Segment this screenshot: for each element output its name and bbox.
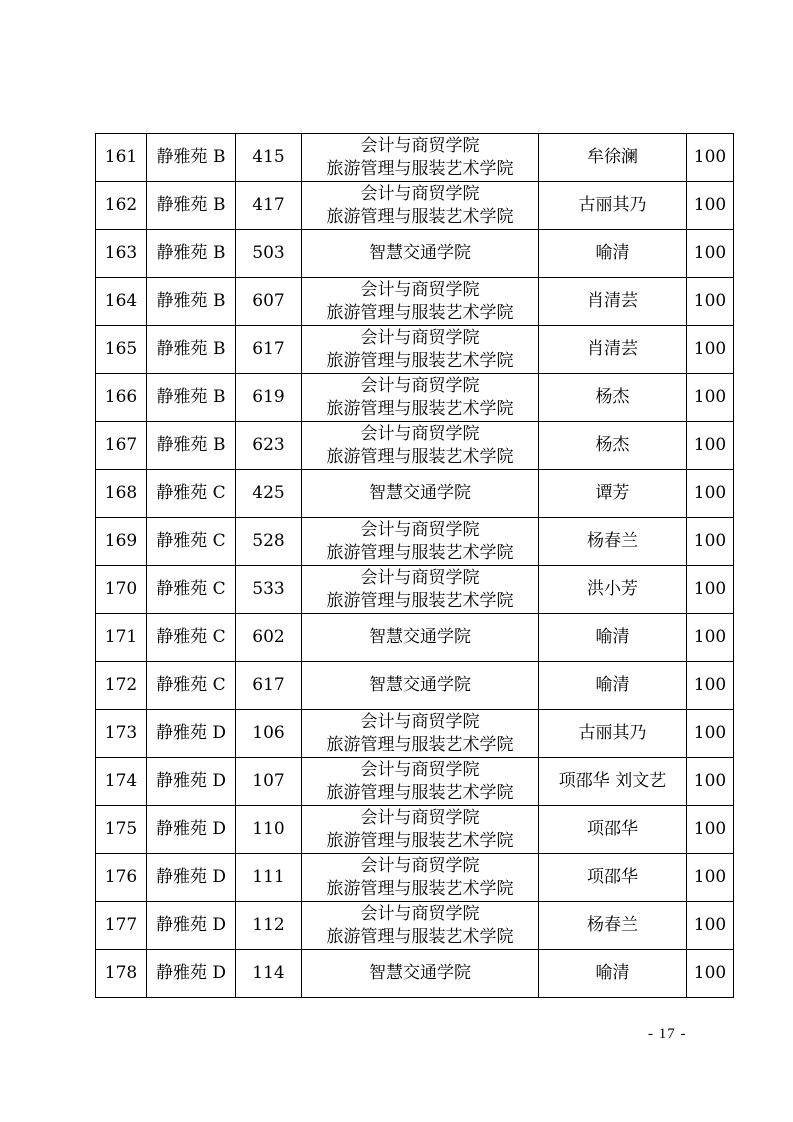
college-cell bbox=[302, 326, 539, 374]
room-cell: 623 bbox=[236, 422, 302, 470]
college-cell bbox=[302, 566, 539, 614]
college-cell bbox=[302, 854, 539, 902]
room-cell: 617 bbox=[236, 326, 302, 374]
college-cell bbox=[302, 230, 539, 278]
college-line: 会计与商贸学院 bbox=[360, 519, 480, 540]
counselor-cell: 牟徐澜 bbox=[539, 134, 687, 182]
room-cell: 617 bbox=[236, 662, 302, 710]
college-line: 会计与商贸学院 bbox=[360, 375, 480, 396]
building-cell: 静雅苑 B bbox=[147, 134, 236, 182]
college-line: 旅游管理与服装艺术学院 bbox=[326, 206, 514, 227]
college-line: 旅游管理与服装艺术学院 bbox=[326, 302, 514, 323]
college-line: 旅游管理与服装艺术学院 bbox=[326, 878, 514, 899]
college-line: 会计与商贸学院 bbox=[360, 759, 480, 780]
college-line: 旅游管理与服装艺术学院 bbox=[326, 926, 514, 947]
row-number-cell: 168 bbox=[96, 470, 147, 518]
college-cell bbox=[302, 758, 539, 806]
room-cell: 602 bbox=[236, 614, 302, 662]
room-cell: 533 bbox=[236, 566, 302, 614]
table-row bbox=[96, 182, 734, 230]
room-cell: 112 bbox=[236, 902, 302, 950]
college-line: 智慧交通学院 bbox=[369, 675, 471, 695]
college-line: 会计与商贸学院 bbox=[360, 567, 480, 588]
college-line: 旅游管理与服装艺术学院 bbox=[326, 446, 514, 467]
row-number-cell: 167 bbox=[96, 422, 147, 470]
table-row bbox=[96, 230, 734, 278]
building-cell: 静雅苑 D bbox=[147, 710, 236, 758]
building-cell: 静雅苑 C bbox=[147, 566, 236, 614]
building-cell: 静雅苑 C bbox=[147, 518, 236, 566]
room-cell: 619 bbox=[236, 374, 302, 422]
score-cell: 100 bbox=[687, 470, 734, 518]
table-body bbox=[96, 134, 734, 998]
page-number: - 17 - bbox=[648, 1026, 687, 1042]
score-cell: 100 bbox=[687, 374, 734, 422]
row-number-cell: 163 bbox=[96, 230, 147, 278]
college-line: 旅游管理与服装艺术学院 bbox=[326, 734, 514, 755]
building-cell: 静雅苑 B bbox=[147, 278, 236, 326]
row-number-cell: 171 bbox=[96, 614, 147, 662]
college-cell bbox=[302, 806, 539, 854]
college-line: 会计与商贸学院 bbox=[360, 183, 480, 204]
counselor-cell: 喻清 bbox=[539, 662, 687, 710]
row-number-cell: 170 bbox=[96, 566, 147, 614]
building-cell: 静雅苑 B bbox=[147, 326, 236, 374]
table-row bbox=[96, 662, 734, 710]
counselor-cell: 喻清 bbox=[539, 950, 687, 998]
row-number-cell: 166 bbox=[96, 374, 147, 422]
room-cell: 503 bbox=[236, 230, 302, 278]
college-line: 旅游管理与服装艺术学院 bbox=[326, 542, 514, 563]
counselor-cell: 杨杰 bbox=[539, 422, 687, 470]
room-cell: 114 bbox=[236, 950, 302, 998]
building-cell: 静雅苑 C bbox=[147, 614, 236, 662]
table-row bbox=[96, 518, 734, 566]
score-cell: 100 bbox=[687, 566, 734, 614]
college-line: 旅游管理与服装艺术学院 bbox=[326, 398, 514, 419]
table-row bbox=[96, 902, 734, 950]
college-line: 旅游管理与服装艺术学院 bbox=[326, 590, 514, 611]
college-cell bbox=[302, 518, 539, 566]
college-cell bbox=[302, 182, 539, 230]
table-row bbox=[96, 326, 734, 374]
college-line: 智慧交通学院 bbox=[369, 963, 471, 983]
college-line: 旅游管理与服装艺术学院 bbox=[326, 350, 514, 371]
counselor-cell: 项邵华 bbox=[539, 854, 687, 902]
table-row bbox=[96, 374, 734, 422]
college-line: 会计与商贸学院 bbox=[360, 807, 480, 828]
score-cell: 100 bbox=[687, 182, 734, 230]
building-cell: 静雅苑 B bbox=[147, 422, 236, 470]
counselor-cell: 项邵华 刘文艺 bbox=[539, 758, 687, 806]
room-cell: 425 bbox=[236, 470, 302, 518]
row-number-cell: 161 bbox=[96, 134, 147, 182]
table-row bbox=[96, 134, 734, 182]
row-number-cell: 174 bbox=[96, 758, 147, 806]
college-line: 会计与商贸学院 bbox=[360, 423, 480, 444]
building-cell: 静雅苑 C bbox=[147, 662, 236, 710]
table-row bbox=[96, 806, 734, 854]
college-cell bbox=[302, 710, 539, 758]
table-row bbox=[96, 422, 734, 470]
college-line: 会计与商贸学院 bbox=[360, 903, 480, 924]
room-cell: 607 bbox=[236, 278, 302, 326]
score-cell: 100 bbox=[687, 518, 734, 566]
score-cell: 100 bbox=[687, 422, 734, 470]
table-row bbox=[96, 950, 734, 998]
building-cell: 静雅苑 C bbox=[147, 470, 236, 518]
college-cell bbox=[302, 422, 539, 470]
row-number-cell: 164 bbox=[96, 278, 147, 326]
row-number-cell: 173 bbox=[96, 710, 147, 758]
table-row bbox=[96, 566, 734, 614]
college-cell bbox=[302, 278, 539, 326]
room-cell: 528 bbox=[236, 518, 302, 566]
score-cell: 100 bbox=[687, 758, 734, 806]
room-cell: 111 bbox=[236, 854, 302, 902]
row-number-cell: 172 bbox=[96, 662, 147, 710]
college-line: 会计与商贸学院 bbox=[360, 711, 480, 732]
row-number-cell: 165 bbox=[96, 326, 147, 374]
building-cell: 静雅苑 B bbox=[147, 182, 236, 230]
college-cell bbox=[302, 374, 539, 422]
building-cell: 静雅苑 D bbox=[147, 902, 236, 950]
college-line: 智慧交通学院 bbox=[369, 243, 471, 263]
counselor-cell: 喻清 bbox=[539, 230, 687, 278]
room-cell: 110 bbox=[236, 806, 302, 854]
college-cell bbox=[302, 470, 539, 518]
building-cell: 静雅苑 D bbox=[147, 854, 236, 902]
counselor-cell: 杨杰 bbox=[539, 374, 687, 422]
college-line: 会计与商贸学院 bbox=[360, 855, 480, 876]
table-row bbox=[96, 710, 734, 758]
college-line: 会计与商贸学院 bbox=[360, 279, 480, 300]
counselor-cell: 杨春兰 bbox=[539, 902, 687, 950]
row-number-cell: 178 bbox=[96, 950, 147, 998]
score-cell: 100 bbox=[687, 614, 734, 662]
college-line: 智慧交通学院 bbox=[369, 483, 471, 503]
building-cell: 静雅苑 B bbox=[147, 230, 236, 278]
college-line: 会计与商贸学院 bbox=[360, 135, 480, 156]
score-cell: 100 bbox=[687, 950, 734, 998]
counselor-cell: 喻清 bbox=[539, 614, 687, 662]
score-cell: 100 bbox=[687, 710, 734, 758]
score-cell: 100 bbox=[687, 326, 734, 374]
table-row bbox=[96, 278, 734, 326]
score-cell: 100 bbox=[687, 806, 734, 854]
table-row bbox=[96, 470, 734, 518]
building-cell: 静雅苑 B bbox=[147, 374, 236, 422]
row-number-cell: 176 bbox=[96, 854, 147, 902]
college-cell bbox=[302, 134, 539, 182]
score-cell: 100 bbox=[687, 230, 734, 278]
room-cell: 107 bbox=[236, 758, 302, 806]
row-number-cell: 162 bbox=[96, 182, 147, 230]
score-cell: 100 bbox=[687, 662, 734, 710]
counselor-cell: 古丽其乃 bbox=[539, 710, 687, 758]
dormitory-score-table bbox=[95, 133, 734, 998]
counselor-cell: 古丽其乃 bbox=[539, 182, 687, 230]
counselor-cell: 肖清芸 bbox=[539, 326, 687, 374]
score-cell: 100 bbox=[687, 134, 734, 182]
score-cell: 100 bbox=[687, 278, 734, 326]
college-line: 旅游管理与服装艺术学院 bbox=[326, 830, 514, 851]
college-cell bbox=[302, 950, 539, 998]
row-number-cell: 169 bbox=[96, 518, 147, 566]
room-cell: 106 bbox=[236, 710, 302, 758]
college-line: 旅游管理与服装艺术学院 bbox=[326, 158, 514, 179]
table-row bbox=[96, 854, 734, 902]
college-cell bbox=[302, 614, 539, 662]
college-line: 智慧交通学院 bbox=[369, 627, 471, 647]
score-cell: 100 bbox=[687, 902, 734, 950]
room-cell: 415 bbox=[236, 134, 302, 182]
counselor-cell: 项邵华 bbox=[539, 806, 687, 854]
college-cell bbox=[302, 902, 539, 950]
building-cell: 静雅苑 D bbox=[147, 950, 236, 998]
counselor-cell: 谭芳 bbox=[539, 470, 687, 518]
score-cell: 100 bbox=[687, 854, 734, 902]
counselor-cell: 洪小芳 bbox=[539, 566, 687, 614]
row-number-cell: 175 bbox=[96, 806, 147, 854]
table-row bbox=[96, 758, 734, 806]
counselor-cell: 杨春兰 bbox=[539, 518, 687, 566]
college-cell bbox=[302, 662, 539, 710]
college-line: 会计与商贸学院 bbox=[360, 327, 480, 348]
building-cell: 静雅苑 D bbox=[147, 806, 236, 854]
college-line: 旅游管理与服装艺术学院 bbox=[326, 782, 514, 803]
counselor-cell: 肖清芸 bbox=[539, 278, 687, 326]
building-cell: 静雅苑 D bbox=[147, 758, 236, 806]
table-row bbox=[96, 614, 734, 662]
row-number-cell: 177 bbox=[96, 902, 147, 950]
room-cell: 417 bbox=[236, 182, 302, 230]
